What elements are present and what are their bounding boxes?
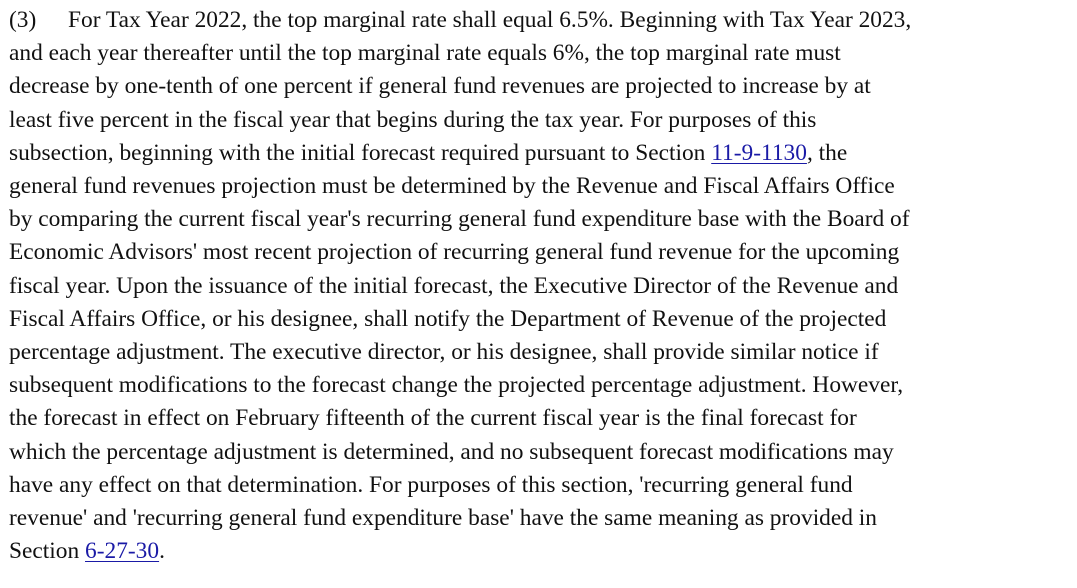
text-line-7: by comparing the current fiscal year's recurring general fund expenditure base with the Board of <box>9 206 910 233</box>
text-line-14: which the percentage adjustment is determined, and no subsequent forecast modifications may <box>9 438 894 465</box>
text-line-5: subsection, beginning with the initial forecast required pursuant to Section 11-9-1130, the <box>9 139 848 166</box>
text-line-13: the forecast in effect on February fifteenth of the current fiscal year is the final forecast for <box>9 405 857 432</box>
section-link-6-27-30[interactable]: 6-27-30 <box>85 538 160 565</box>
text-line-9: fiscal year. Upon the issuance of the initial forecast, the Executive Director of the Revenue and <box>9 272 899 299</box>
text-line-8: Economic Advisors' most recent projection of recurring general fund revenue for the upcoming <box>9 239 900 266</box>
statute-paragraph <box>9 4 1073 568</box>
section-link-11-9-1130[interactable]: 11-9-1130 <box>711 139 807 166</box>
text-line-15: have any effect on that determination. For purposes of this section, 'recurring general fund <box>9 471 853 498</box>
text-line-6: general fund revenues projection must be determined by the Revenue and Fiscal Affairs Office <box>9 173 895 200</box>
text-line-3: decrease by one-tenth of one percent if general fund revenues are projected to increase by at <box>9 73 871 100</box>
text-line-2: and each year thereafter until the top marginal rate equals 6%, the top marginal rate must <box>9 40 841 67</box>
text-line-1: (3) For Tax Year 2022, the top marginal rate shall equal 6.5%. Beginning with Tax Year 2023, <box>9 4 1073 37</box>
text-line-12: subsequent modifications to the forecast change the projected percentage adjustment. However, <box>9 372 904 399</box>
text-line-11: percentage adjustment. The executive director, or his designee, shall provide similar notice if <box>9 339 879 366</box>
text-line-10: Fiscal Affairs Office, or his designee, shall notify the Department of Revenue of the projected <box>9 305 887 332</box>
paragraph-number: (3) <box>9 7 37 33</box>
text-line-17: Section 6-27-30. <box>9 538 165 565</box>
text-line-4: least five percent in the fiscal year that begins during the tax year. For purposes of this <box>9 106 817 133</box>
text-line-16: revenue' and 'recurring general fund expenditure base' have the same meaning as provided in <box>9 505 878 532</box>
